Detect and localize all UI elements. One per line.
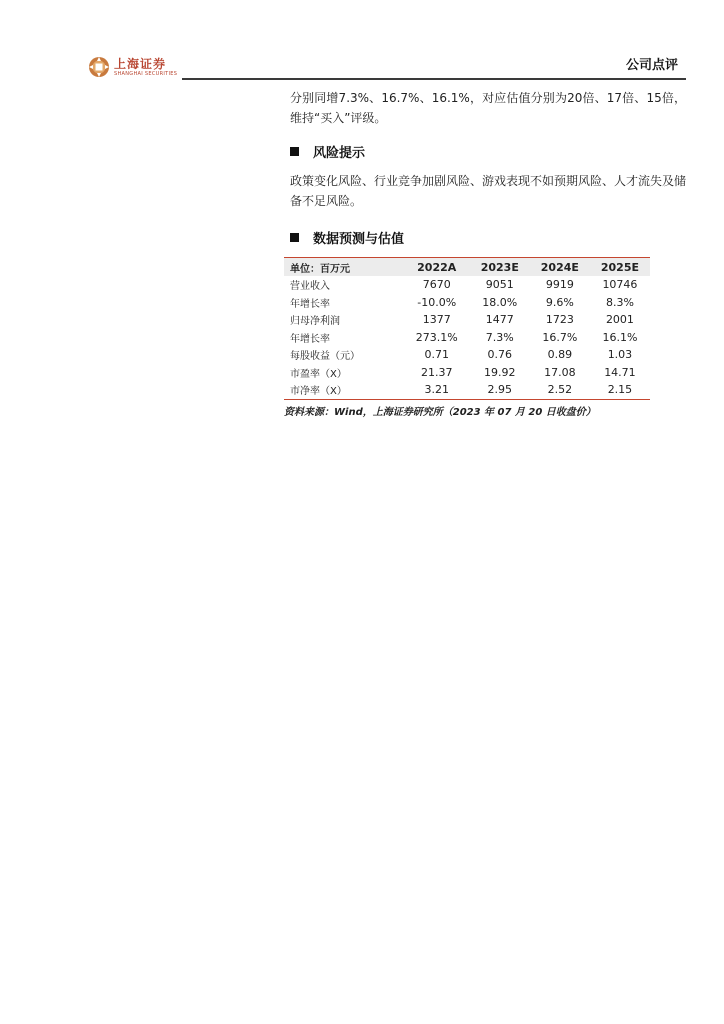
table-cell: 19.92 <box>484 365 516 379</box>
table-cell: 10746 <box>602 278 638 292</box>
table-cell: 1.03 <box>607 348 633 362</box>
column-header-2024e: 2024E <box>530 258 590 277</box>
logo-mark-icon <box>88 56 110 78</box>
table-cell: 14.71 <box>604 365 636 379</box>
column-header-2022a: 2022A <box>404 258 470 277</box>
table-cell: 2.15 <box>590 381 650 399</box>
logo-name-en: SHANGHAI SECURITIES <box>114 70 178 77</box>
table-cell: 0.76 <box>487 348 513 362</box>
row-label: 年增长率 <box>290 333 330 345</box>
table-cell: 18.0% <box>482 295 518 309</box>
table-row <box>284 381 650 399</box>
rating-paragraph: 分别同增7.3%、16.7%、16.1%，对应估值分别为20倍、17倍、15倍，维持“买入”评级。 <box>290 91 686 125</box>
column-header-2025e: 2025E <box>590 258 650 277</box>
table-cell: 2.95 <box>470 381 530 399</box>
header-divider <box>182 78 686 80</box>
table-cell: 17.08 <box>544 365 576 379</box>
page-header <box>0 0 724 82</box>
table-cell: 0.71 <box>424 348 449 362</box>
table-cell: 16.1% <box>602 330 638 344</box>
table-cell: 9919 <box>545 278 574 292</box>
table-cell: 16.7% <box>542 330 578 344</box>
table-cell: 9051 <box>485 278 514 292</box>
column-header-2023e: 2023E <box>470 258 530 277</box>
table-cell: 7670 <box>422 278 451 292</box>
table-row <box>284 276 650 294</box>
row-label: 每股收益（元） <box>290 351 360 363</box>
row-label: 营业收入 <box>290 281 330 293</box>
square-bullet-icon <box>290 233 299 242</box>
column-header-unit: 单位：百万元 <box>284 258 404 277</box>
table-cell: 1477 <box>485 313 514 327</box>
forecast-section-title: 数据预测与估值 <box>313 232 405 247</box>
risk-section-title: 风险提示 <box>313 146 366 161</box>
table-cell: 7.3% <box>485 330 514 344</box>
table-row <box>284 311 650 329</box>
table-row <box>284 294 650 312</box>
table-cell: 2001 <box>605 313 634 327</box>
logo-name-cn: 上海证券 <box>114 56 167 71</box>
table-cell: -10.0% <box>417 295 457 309</box>
table-cell: 9.6% <box>545 295 574 309</box>
table-cell: 2.52 <box>530 381 590 399</box>
table-source-note: 资料来源：Wind，上海证券研究所（2023 年 07 月 20 日收盘价） <box>284 406 596 418</box>
forecast-section-heading <box>290 228 686 247</box>
table-cell: 273.1% <box>415 330 458 344</box>
row-label: 市净率（X） <box>284 381 404 399</box>
table-cell: 1723 <box>545 313 574 327</box>
table-cell: 1377 <box>422 313 451 327</box>
square-bullet-icon <box>290 147 299 156</box>
table-cell: 8.3% <box>605 295 634 309</box>
table-cell: 0.89 <box>547 348 573 362</box>
brand-logo <box>88 56 177 78</box>
risk-section-heading <box>290 142 686 161</box>
forecast-table <box>284 257 650 400</box>
row-label: 归母净利润 <box>290 316 340 328</box>
report-type-label: 公司点评 <box>625 58 678 73</box>
risk-paragraph: 政策变化风险、行业竞争加剧风险、游戏表现不如预期风险、人才流失及储备不足风险。 <box>290 174 687 208</box>
table-cell: 21.37 <box>420 365 453 379</box>
row-label: 年增长率 <box>290 298 330 310</box>
table-row <box>284 346 650 364</box>
table-cell: 3.21 <box>404 381 470 399</box>
table-row <box>284 329 650 347</box>
table-row <box>284 364 650 382</box>
table-header-row <box>284 258 650 277</box>
row-label: 市盈率（X） <box>290 368 347 380</box>
report-body <box>284 88 687 418</box>
